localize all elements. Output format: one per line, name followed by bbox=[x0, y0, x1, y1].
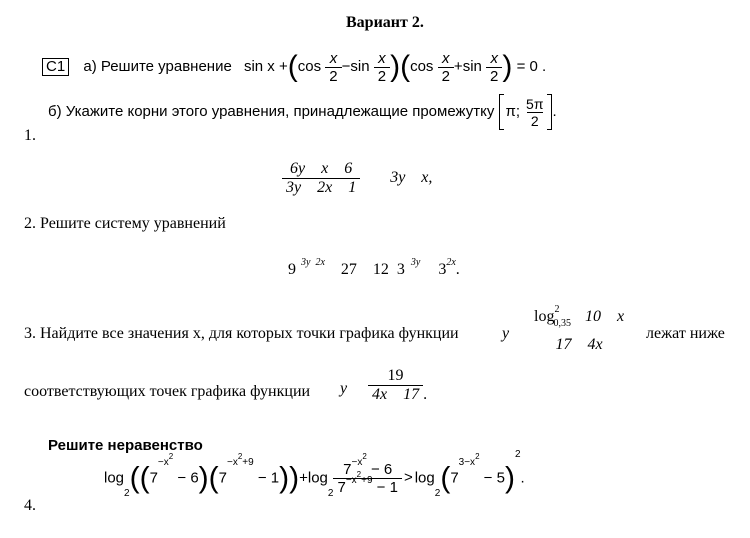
t4-log2: log bbox=[307, 469, 328, 487]
eq2-three: 3 bbox=[438, 261, 447, 278]
f2-num: 19 bbox=[387, 367, 404, 384]
t4-log1: log bbox=[104, 469, 125, 487]
task2-system-eq1 bbox=[282, 160, 432, 197]
eq-plus2: + bbox=[453, 58, 463, 76]
task2-frac-num: 6y x 6 bbox=[290, 160, 353, 177]
task3-frac1 bbox=[530, 304, 628, 354]
task2-frac bbox=[282, 160, 360, 197]
t4-frac: $\frac{7^{-x2} - 6}{7^{-x2+9} - 1}$ bbox=[333, 461, 401, 496]
eq2-rest: 27 12 3 bbox=[340, 261, 405, 278]
task1-a-label: а) Решите уравнение bbox=[83, 58, 232, 76]
eq-rhs: = 0 . bbox=[516, 58, 547, 76]
task1-line-b bbox=[48, 94, 557, 130]
eq2-exp3: 2x bbox=[446, 257, 456, 268]
interval-dot: . bbox=[552, 102, 557, 120]
f2-dot: . bbox=[423, 386, 428, 403]
eq-frac2: $\frac{x}{2}$ bbox=[374, 50, 390, 85]
task4-number: 4. bbox=[24, 497, 36, 514]
task3-after1: лежат ниже bbox=[646, 325, 725, 342]
eq-cos1: cos bbox=[297, 58, 322, 76]
f2-den: 4x 17 bbox=[368, 385, 423, 404]
eq2-exp1: 3y 2x bbox=[301, 257, 325, 268]
task4-header: Решите неравенство bbox=[48, 437, 203, 454]
eq-sinx: sin x bbox=[243, 58, 275, 76]
t4-seven1: 7 bbox=[149, 469, 158, 487]
task1-box-label: C1 bbox=[42, 58, 69, 76]
interval-left-bracket bbox=[499, 94, 504, 130]
f1-num-rest: 10 x bbox=[584, 308, 625, 325]
t4-e1: −x bbox=[157, 457, 169, 468]
task2-label: 2. Решите систему уравнений bbox=[24, 215, 226, 232]
t4-e1s: 2 bbox=[168, 452, 174, 461]
eq-plus: + bbox=[278, 58, 288, 76]
task2-frac-den: 3y 2x 1 bbox=[282, 178, 360, 197]
eq-frac1: $\frac{x}{2}$ bbox=[325, 50, 341, 85]
task1-equation: sin x +(cos $\frac{x}{2}$ −sin $\frac{x}{2}$ )(cos $\frac{x}{2}$ +sin $\frac{x}{2}$ ) = 0 . bbox=[243, 50, 547, 85]
t4-e2r: +9 bbox=[242, 457, 254, 468]
eq2-exp2: 3y bbox=[410, 257, 421, 268]
t4-plus: + bbox=[299, 469, 308, 487]
eq-sin1: sin bbox=[350, 58, 370, 76]
page-title: Вариант 2. bbox=[346, 14, 424, 31]
eq-cos2: cos bbox=[410, 58, 434, 76]
f1-den: 17 4x bbox=[555, 336, 603, 353]
task1-line-a bbox=[42, 50, 546, 85]
t4-r-e: 3−x bbox=[458, 457, 476, 468]
task2-system-eq2 bbox=[280, 243, 460, 279]
task3-y1: y bbox=[502, 325, 510, 342]
task1-b-label: б) Укажите корни этого уравнения, принадлежащие промежутку bbox=[48, 102, 495, 120]
t4-base3: 2 bbox=[434, 488, 441, 499]
t4-e2: −x bbox=[226, 457, 238, 468]
t4-base2: 2 bbox=[327, 488, 334, 499]
f1-sup: 2 bbox=[554, 304, 560, 315]
interval-pi: π; bbox=[505, 102, 521, 120]
interval-frac: $\frac{5\pi}{2}$ bbox=[526, 95, 544, 129]
t4-log3: log bbox=[414, 469, 435, 487]
eq2-dot: . bbox=[455, 261, 460, 278]
t4-base1: 2 bbox=[124, 488, 130, 499]
eq2-nine: 9 bbox=[288, 261, 296, 278]
t4-r-es: 2 bbox=[475, 452, 480, 461]
task3-frac2 bbox=[368, 367, 427, 404]
eq-frac3: $\frac{x}{2}$ bbox=[438, 50, 454, 85]
t4-seven2: 7 bbox=[218, 469, 227, 487]
task3-line2: соответствующих точек графика функции bbox=[24, 383, 311, 400]
eq-frac4: $\frac{x}{2}$ bbox=[486, 50, 502, 85]
eq-minus: − bbox=[341, 58, 351, 76]
f1-log: log bbox=[534, 308, 555, 325]
task3-y2: y bbox=[340, 380, 348, 397]
t4-dot: . bbox=[520, 469, 525, 487]
task2-eq1-rhs: 3y x, bbox=[390, 169, 433, 187]
task4-inequality: $\log_2((7^{-x2} - 6)(7^{-x2+9} - 1))+\log_2$ $\frac{7^{-x2} - 6}{7^{-x2+9} - 1}$ > $\log_2(7^{3-x2} - 5)^2$. bbox=[104, 449, 525, 499]
t4-minus6: − 6 bbox=[173, 469, 199, 487]
t4-power: 2 bbox=[514, 449, 521, 460]
t4-r-seven: 7 bbox=[450, 469, 459, 487]
eq-sin2: sin bbox=[462, 58, 482, 76]
t4-e2s: 2 bbox=[237, 452, 243, 461]
t4-gt: > bbox=[403, 469, 413, 487]
task3-label: 3. Найдите все значения x, для которых точки графика функции bbox=[24, 325, 459, 342]
task1-number: 1. bbox=[24, 127, 36, 144]
t4-minus1: − 1 bbox=[253, 469, 280, 487]
f1-sub: 0,35 bbox=[553, 318, 571, 329]
t4-r-rest: − 5 bbox=[479, 469, 505, 487]
